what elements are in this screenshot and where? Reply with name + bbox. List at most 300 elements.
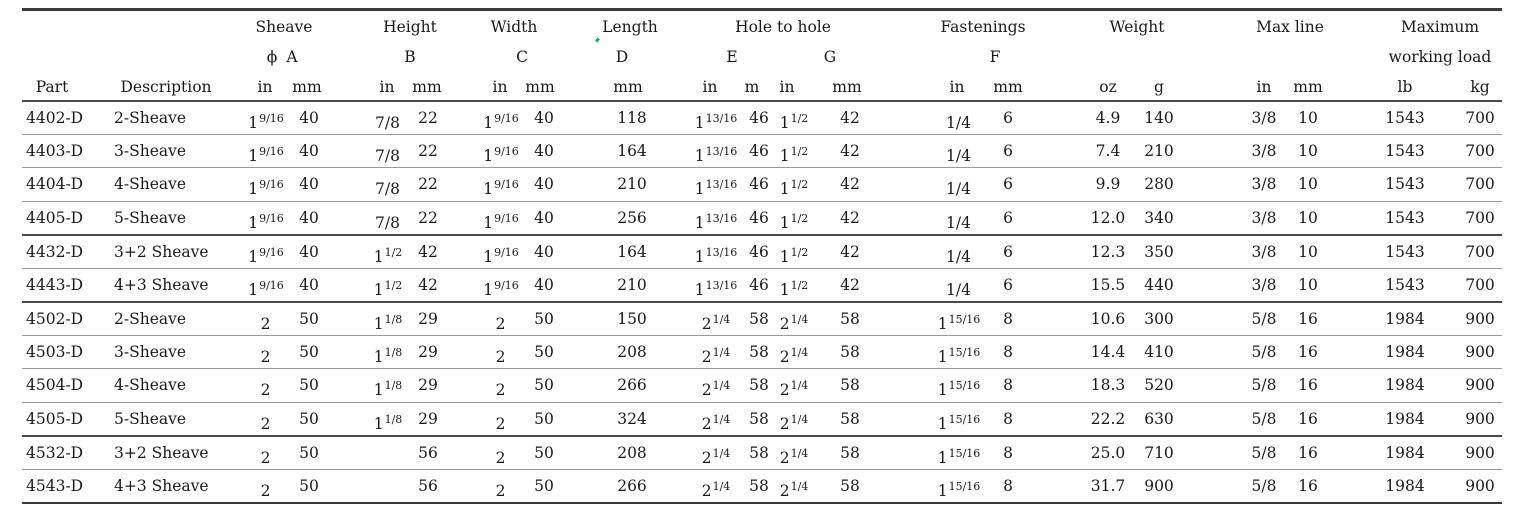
cell-ml_in: 5/8 xyxy=(1251,342,1277,361)
header-part: Part xyxy=(35,78,69,96)
cell-lb: 1543 xyxy=(1385,141,1425,160)
whole-part: 1/4 xyxy=(946,146,971,165)
cell-f_mm: 8 xyxy=(1003,409,1013,428)
cell-ml_mm: 16 xyxy=(1298,409,1318,428)
whole-part: 1 xyxy=(779,146,790,165)
cell-b_mm: 42 xyxy=(418,243,438,261)
cell-oz: 18.3 xyxy=(1090,376,1126,394)
cell-g: 440 xyxy=(1144,275,1174,294)
cell-lb: 1984 xyxy=(1385,476,1425,495)
whole-part: 1 xyxy=(373,315,384,333)
whole-part: 1 xyxy=(248,146,259,165)
whole-part: 1 xyxy=(694,248,705,266)
fraction-part: 15/16 xyxy=(948,345,981,359)
cell-oz: 31.7 xyxy=(1090,476,1126,495)
cell-ml_in: 3/8 xyxy=(1251,109,1277,127)
cell-c_mm: 50 xyxy=(534,376,554,394)
whole-part: 1/4 xyxy=(946,213,971,232)
cell-part: 4403-D xyxy=(26,141,84,160)
cell-oz: 12.3 xyxy=(1090,243,1126,261)
phi-symbol: ϕ xyxy=(266,48,278,66)
unit-label: in xyxy=(1256,78,1272,96)
cell-f_mm: 8 xyxy=(1003,342,1013,361)
cell-e_m: 46 xyxy=(749,175,769,193)
whole-part: 1/4 xyxy=(946,180,971,198)
unit-label: g xyxy=(1154,78,1164,96)
cell-e_m: 58 xyxy=(749,376,769,394)
cell-part: 4432-D xyxy=(26,243,84,261)
whole-part: 1 xyxy=(937,414,948,433)
fraction-part: 9/16 xyxy=(494,112,519,125)
cell-a_mm: 50 xyxy=(299,376,319,394)
cell-g_mm: 42 xyxy=(840,243,860,261)
whole-part: 2 xyxy=(260,347,271,366)
whole-part: 1 xyxy=(483,213,494,232)
cell-c_mm: 40 xyxy=(534,175,554,193)
cell-f_mm: 6 xyxy=(1003,275,1013,294)
cell-g_mm: 58 xyxy=(840,444,860,462)
cell-a_mm: 40 xyxy=(299,175,319,193)
table-row xyxy=(22,100,1502,135)
cell-d: 324 xyxy=(617,409,647,428)
cell-lb: 1543 xyxy=(1385,175,1425,193)
table-row xyxy=(22,268,1502,302)
cell-g_mm: 42 xyxy=(840,175,860,193)
whole-part: 1 xyxy=(248,180,259,198)
cell-lb: 1984 xyxy=(1385,409,1425,428)
cell-ml_mm: 10 xyxy=(1298,275,1318,294)
whole-part: 1 xyxy=(483,146,494,165)
whole-part: 7/8 xyxy=(375,146,400,165)
cell-kg: 700 xyxy=(1465,109,1495,127)
cell-g_mm: 42 xyxy=(840,141,860,160)
header-row-letters xyxy=(22,42,1502,72)
header-letter-c: C xyxy=(516,48,528,66)
cell-ml_in: 3/8 xyxy=(1251,275,1277,294)
cell-ml_mm: 16 xyxy=(1298,376,1318,394)
table-row xyxy=(22,167,1502,201)
unit-label: mm xyxy=(832,78,862,96)
cell-kg: 700 xyxy=(1465,141,1495,160)
cell-g_mm: 58 xyxy=(840,409,860,428)
header-weight: Weight xyxy=(1109,18,1165,36)
whole-part: 1 xyxy=(779,114,790,132)
whole-part: 2 xyxy=(260,381,271,399)
whole-part: 2 xyxy=(260,481,271,500)
cell-lb: 1543 xyxy=(1385,243,1425,261)
cell-kg: 700 xyxy=(1465,275,1495,294)
whole-part: 2 xyxy=(495,449,506,467)
cell-g_mm: 42 xyxy=(840,275,860,294)
cell-kg: 900 xyxy=(1465,376,1495,394)
cell-f_mm: 6 xyxy=(1003,175,1013,193)
whole-part: 1 xyxy=(248,114,259,132)
cell-a_mm: 40 xyxy=(299,141,319,160)
cell-ml_mm: 16 xyxy=(1298,310,1318,328)
cell-desc: 4-Sheave xyxy=(114,175,187,193)
fraction-part: 9/16 xyxy=(259,278,284,292)
fraction-part: 13/16 xyxy=(705,278,738,292)
cell-desc: 5-Sheave xyxy=(114,409,187,428)
whole-part: 2 xyxy=(495,381,506,399)
fraction-part: 1/4 xyxy=(790,313,809,326)
cell-part: 4404-D xyxy=(26,175,84,193)
whole-part: 1 xyxy=(694,114,705,132)
cell-g: 630 xyxy=(1144,409,1174,428)
fraction-part: 13/16 xyxy=(705,211,738,225)
cell-b_mm: 29 xyxy=(418,310,438,328)
fraction-part: 1/2 xyxy=(384,246,403,259)
whole-part: 2 xyxy=(701,315,712,333)
whole-part: 2 xyxy=(701,347,712,366)
cell-kg: 700 xyxy=(1465,208,1495,227)
fraction-part: 1/4 xyxy=(712,345,731,359)
cell-c_mm: 50 xyxy=(534,409,554,428)
cell-oz: 25.0 xyxy=(1090,444,1126,462)
fraction-part: 1/8 xyxy=(384,412,403,426)
cell-e_m: 58 xyxy=(749,444,769,462)
cell-d: 210 xyxy=(617,175,647,193)
cell-e_m: 46 xyxy=(749,141,769,160)
cell-kg: 700 xyxy=(1465,175,1495,193)
cell-lb: 1984 xyxy=(1385,376,1425,394)
fraction-part: 15/16 xyxy=(948,447,981,460)
header-width: Width xyxy=(490,18,538,36)
cell-g: 900 xyxy=(1144,476,1174,495)
whole-part: 2 xyxy=(701,381,712,399)
whole-part: 2 xyxy=(779,481,790,500)
unit-label: in xyxy=(702,78,718,96)
fraction-part: 1/4 xyxy=(790,479,809,493)
cell-d: 210 xyxy=(617,275,647,294)
fraction-part: 13/16 xyxy=(705,178,738,191)
whole-part: 2 xyxy=(779,449,790,467)
whole-part: 1/4 xyxy=(946,114,971,132)
cell-lb: 1984 xyxy=(1385,444,1425,462)
cell-a_mm: 40 xyxy=(299,109,319,127)
cell-e_m: 58 xyxy=(749,476,769,495)
cell-e_m: 58 xyxy=(749,342,769,361)
fraction-part: 1/4 xyxy=(712,479,731,493)
header-letter-d: D xyxy=(615,48,629,66)
cell-d: 208 xyxy=(617,342,647,361)
cell-c_mm: 50 xyxy=(534,476,554,495)
table-row xyxy=(22,435,1502,470)
fraction-part: 1/4 xyxy=(712,379,731,392)
fraction-part: 1/2 xyxy=(384,278,403,292)
fraction-part: 9/16 xyxy=(259,144,284,158)
cell-b_mm: 22 xyxy=(418,208,438,227)
cell-part: 4402-D xyxy=(26,109,84,127)
fraction-part: 9/16 xyxy=(259,178,284,191)
whole-part: 1 xyxy=(373,414,384,433)
unit-label: mm xyxy=(613,78,643,96)
cell-ml_in: 5/8 xyxy=(1251,376,1277,394)
cell-d: 208 xyxy=(617,444,647,462)
header-description: Description xyxy=(120,78,212,96)
whole-part: 1 xyxy=(694,146,705,165)
cell-d: 164 xyxy=(617,243,647,261)
unit-label: kg xyxy=(1470,78,1490,96)
cell-lb: 1543 xyxy=(1385,109,1425,127)
fraction-part: 1/4 xyxy=(712,313,731,326)
cell-a_mm: 40 xyxy=(299,208,319,227)
fraction-part: 1/8 xyxy=(384,379,403,392)
fraction-part: 1/4 xyxy=(790,447,809,460)
fraction-part: 1/4 xyxy=(790,412,809,426)
unit-label: mm xyxy=(292,78,322,96)
cell-kg: 700 xyxy=(1465,243,1495,261)
fraction-part: 15/16 xyxy=(948,313,981,326)
cell-e_m: 46 xyxy=(749,109,769,127)
whole-part: 1 xyxy=(483,248,494,266)
unit-label: in xyxy=(492,78,508,96)
cell-desc: 3+2 Sheave xyxy=(114,444,209,462)
cell-a_mm: 40 xyxy=(299,275,319,294)
cell-desc: 5-Sheave xyxy=(114,208,187,227)
cell-c_mm: 50 xyxy=(534,342,554,361)
cell-b_mm: 22 xyxy=(418,175,438,193)
cell-oz: 12.0 xyxy=(1090,208,1126,227)
cell-oz: 22.2 xyxy=(1090,409,1126,428)
fraction-part: 13/16 xyxy=(705,246,738,259)
whole-part: 1 xyxy=(937,481,948,500)
cell-a_mm: 50 xyxy=(299,444,319,462)
cell-ml_mm: 10 xyxy=(1298,141,1318,160)
fraction-part: 1/2 xyxy=(790,278,809,292)
fraction-part: 13/16 xyxy=(705,144,738,158)
table-row xyxy=(22,368,1502,402)
header-hole-to-hole: Hole to hole xyxy=(735,18,831,36)
whole-part: 1 xyxy=(483,114,494,132)
whole-part: 2 xyxy=(701,481,712,500)
cell-part: 4505-D xyxy=(26,409,84,428)
fraction-part: 9/16 xyxy=(494,144,519,158)
table-row xyxy=(22,335,1502,369)
unit-label: mm xyxy=(1293,78,1323,96)
cell-d: 118 xyxy=(617,109,647,127)
whole-part: 1 xyxy=(779,180,790,198)
whole-part: 1 xyxy=(248,213,259,232)
header-height: Height xyxy=(383,18,437,36)
cell-b_mm: 42 xyxy=(418,275,438,294)
cell-c_mm: 40 xyxy=(534,275,554,294)
header-letter-e: E xyxy=(726,48,738,66)
whole-part: 2 xyxy=(779,414,790,433)
cell-e_m: 58 xyxy=(749,310,769,328)
cell-kg: 900 xyxy=(1465,342,1495,361)
cell-desc: 4-Sheave xyxy=(114,376,187,394)
cell-g_mm: 58 xyxy=(840,376,860,394)
cell-oz: 4.9 xyxy=(1095,109,1121,127)
cell-f_mm: 6 xyxy=(1003,141,1013,160)
whole-part: 2 xyxy=(779,315,790,333)
cell-g: 410 xyxy=(1144,342,1174,361)
cell-g: 300 xyxy=(1144,310,1174,328)
cell-b_mm: 29 xyxy=(418,376,438,394)
fraction-part: 9/16 xyxy=(494,278,519,292)
cell-lb: 1984 xyxy=(1385,310,1425,328)
cell-ml_in: 5/8 xyxy=(1251,409,1277,428)
cell-kg: 900 xyxy=(1465,409,1495,428)
fraction-part: 9/16 xyxy=(259,112,284,125)
whole-part: 1 xyxy=(373,381,384,399)
whole-part: 1 xyxy=(373,347,384,366)
whole-part: 1 xyxy=(937,381,948,399)
header-letter-a: A xyxy=(286,48,298,66)
cell-ml_in: 5/8 xyxy=(1251,444,1277,462)
cell-d: 266 xyxy=(617,476,647,495)
table-row xyxy=(22,469,1502,503)
cell-ml_in: 5/8 xyxy=(1251,476,1277,495)
cell-g: 710 xyxy=(1144,444,1174,462)
header-fastenings: Fastenings xyxy=(940,18,1026,36)
header-letter-b: B xyxy=(404,48,416,66)
whole-part: 7/8 xyxy=(375,180,400,198)
cell-ml_in: 3/8 xyxy=(1251,175,1277,193)
cell-oz: 10.6 xyxy=(1090,310,1126,328)
cell-g_mm: 58 xyxy=(840,310,860,328)
table-row xyxy=(22,402,1502,436)
fraction-part: 9/16 xyxy=(259,246,284,259)
unit-label: m xyxy=(744,78,760,96)
fraction-part: 1/4 xyxy=(712,447,731,460)
header-max-line: Max line xyxy=(1256,18,1324,36)
cell-oz: 15.5 xyxy=(1090,275,1126,294)
cell-c_mm: 40 xyxy=(534,208,554,227)
cell-g: 520 xyxy=(1144,376,1174,394)
whole-part: 1 xyxy=(373,248,384,266)
fraction-part: 1/8 xyxy=(384,313,403,326)
whole-part: 2 xyxy=(495,315,506,333)
cell-desc: 2-Sheave xyxy=(114,109,187,127)
unit-label: oz xyxy=(1099,78,1117,96)
cell-e_m: 58 xyxy=(749,409,769,428)
fraction-part: 9/16 xyxy=(494,178,519,191)
whole-part: 1 xyxy=(483,180,494,198)
cell-a_mm: 50 xyxy=(299,342,319,361)
whole-part: 1 xyxy=(779,213,790,232)
whole-part: 2 xyxy=(495,414,506,433)
cell-ml_mm: 16 xyxy=(1298,444,1318,462)
cell-oz: 7.4 xyxy=(1095,141,1121,160)
table-row xyxy=(22,201,1502,235)
cell-f_mm: 8 xyxy=(1003,476,1013,495)
cell-e_m: 46 xyxy=(749,275,769,294)
bottom-rule xyxy=(22,502,1502,504)
header-length: Length xyxy=(602,18,658,36)
whole-part: 1 xyxy=(937,449,948,467)
cell-b_mm: 22 xyxy=(418,109,438,127)
cell-ml_mm: 16 xyxy=(1298,476,1318,495)
cell-ml_mm: 16 xyxy=(1298,342,1318,361)
fraction-part: 15/16 xyxy=(948,379,981,392)
fraction-part: 9/16 xyxy=(494,211,519,225)
whole-part: 1/4 xyxy=(946,280,971,299)
cell-b_mm: 29 xyxy=(418,342,438,361)
cell-lb: 1984 xyxy=(1385,342,1425,361)
cell-b_mm: 56 xyxy=(418,476,438,495)
cell-g_mm: 42 xyxy=(840,109,860,127)
cell-g_mm: 58 xyxy=(840,342,860,361)
cell-desc: 3+2 Sheave xyxy=(114,243,209,261)
cell-g_mm: 42 xyxy=(840,208,860,227)
cell-lb: 1543 xyxy=(1385,208,1425,227)
whole-part: 1 xyxy=(483,280,494,299)
header-letter-f: F xyxy=(989,48,1001,66)
cell-kg: 900 xyxy=(1465,476,1495,495)
cell-b_mm: 56 xyxy=(418,444,438,462)
cell-g: 280 xyxy=(1144,175,1174,193)
header-letter-g: G xyxy=(823,48,837,66)
whole-part: 1 xyxy=(937,347,948,366)
cell-ml_mm: 10 xyxy=(1298,109,1318,127)
whole-part: 2 xyxy=(260,414,271,433)
whole-part: 2 xyxy=(495,481,506,500)
cell-part: 4502-D xyxy=(26,310,84,328)
cell-ml_mm: 10 xyxy=(1298,243,1318,261)
unit-label: in xyxy=(379,78,395,96)
cell-f_mm: 8 xyxy=(1003,376,1013,394)
cell-desc: 2-Sheave xyxy=(114,310,187,328)
whole-part: 7/8 xyxy=(375,114,400,132)
cell-d: 256 xyxy=(617,208,647,227)
fraction-part: 1/2 xyxy=(790,211,809,225)
whole-part: 1 xyxy=(779,280,790,299)
header-row-units xyxy=(22,72,1502,102)
header-row-group xyxy=(22,12,1502,42)
whole-part: 1 xyxy=(373,280,384,299)
cell-a_mm: 50 xyxy=(299,476,319,495)
cell-c_mm: 40 xyxy=(534,109,554,127)
cell-a_mm: 50 xyxy=(299,409,319,428)
cell-g: 340 xyxy=(1144,208,1174,227)
cell-a_mm: 50 xyxy=(299,310,319,328)
cell-g: 140 xyxy=(1144,109,1174,127)
table-row xyxy=(22,134,1502,168)
whole-part: 1 xyxy=(694,213,705,232)
cell-c_mm: 50 xyxy=(534,444,554,462)
cell-c_mm: 40 xyxy=(534,141,554,160)
cell-part: 4504-D xyxy=(26,376,84,394)
whole-part: 2 xyxy=(779,347,790,366)
cell-c_mm: 50 xyxy=(534,310,554,328)
cell-c_mm: 40 xyxy=(534,243,554,261)
header-working-load: working load xyxy=(1388,48,1492,66)
cell-f_mm: 6 xyxy=(1003,109,1013,127)
cell-ml_in: 3/8 xyxy=(1251,243,1277,261)
fraction-part: 13/16 xyxy=(705,112,738,125)
cell-oz: 14.4 xyxy=(1090,342,1126,361)
unit-label: in xyxy=(949,78,965,96)
cell-f_mm: 8 xyxy=(1003,310,1013,328)
header-sheave: Sheave xyxy=(255,18,313,36)
cell-ml_in: 3/8 xyxy=(1251,141,1277,160)
fraction-part: 15/16 xyxy=(948,479,981,493)
fraction-part: 9/16 xyxy=(494,246,519,259)
fraction-part: 1/2 xyxy=(790,178,809,191)
cell-b_mm: 22 xyxy=(418,141,438,160)
fraction-part: 1/4 xyxy=(790,379,809,392)
whole-part: 1 xyxy=(248,280,259,299)
whole-part: 1 xyxy=(937,315,948,333)
unit-label: mm xyxy=(525,78,555,96)
cell-desc: 4+3 Sheave xyxy=(114,476,209,495)
cell-ml_in: 5/8 xyxy=(1251,310,1277,328)
fraction-part: 15/16 xyxy=(948,412,981,426)
cell-ml_mm: 10 xyxy=(1298,175,1318,193)
cell-lb: 1543 xyxy=(1385,275,1425,294)
